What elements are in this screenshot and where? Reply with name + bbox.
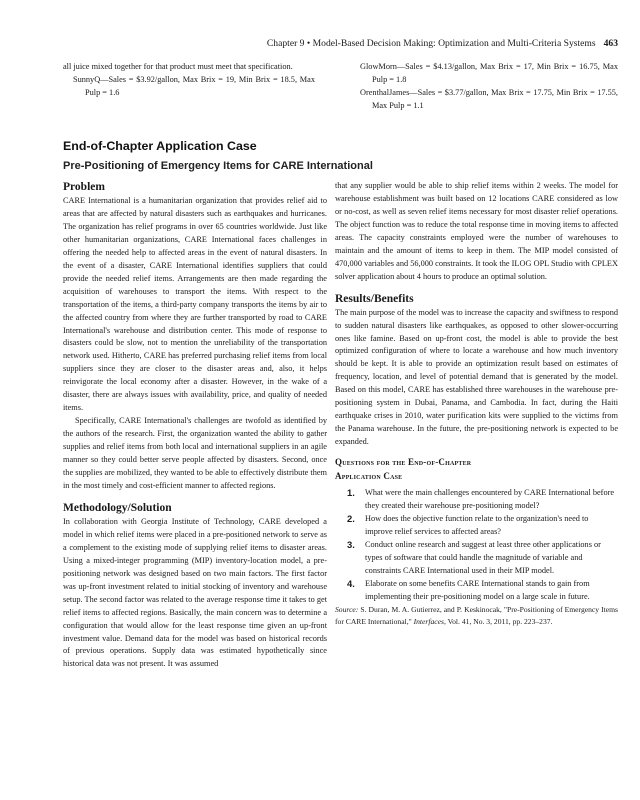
sunnyq-spec: SunnyQ—Sales = $3.92/gallon, Max Brix = 19, Min Brix = 18.5, Max Pulp = 1.6: [73, 74, 315, 97]
question-item: [335, 513, 618, 539]
top-right-column: [360, 61, 618, 113]
results-heading: Results/Benefits: [335, 292, 414, 305]
questions-list: [335, 487, 618, 604]
source-citation: [335, 604, 618, 628]
methodology-paragraph: In collaboration with Georgia Institute of Technology, CARE developed a model in which relief items were placed in a pre-positioned network to serve as a complement to the existing mode of supplying relief items to disaster areas. Using a mixed-integer programming (MIP) inventory-location model, a pre-positioning network was designed based on two main factors. The first factor was up-front investment related to initial stocking of inventory and warehouse setup. The second factor was related to the average response time it takes to get relief items to affected regions. Basically, the main concern was to determine a configuration that would allow for the least response time given an up-front investment value. Demand data for the model was based on historical records of previous operations. Supply data was estimated hypothetically since historical data was not present. It was assumed: [63, 516, 327, 669]
question-text: How does the objective function relate to the organization's need to improve relief services to affected areas?: [365, 514, 589, 536]
running-header: [60, 38, 618, 49]
orenthal-spec: OrenthalJames—Sales = $3.77/gallon, Max Brix = 17.75, Min Brix = 17.55, Max Pulp = 1.1: [360, 87, 618, 110]
glowmorn-spec: GlowMorn—Sales = $4.13/gallon, Max Brix = 17, Min Brix = 16.75, Max Pulp = 1.8: [360, 62, 618, 84]
question-number: 2.: [347, 513, 355, 525]
question-number: 1.: [347, 487, 355, 499]
methodology-heading: Methodology/Solution: [63, 501, 172, 514]
top-left-column: [63, 61, 315, 100]
problem-paragraph-1: CARE International is a humanitarian organization that provides relief aid to areas that are affected by natural disasters such as earthquakes and hurricanes. The organization has relief programs in over 65 countries worldwide. Just like other humanitarian organizations, CARE International faces challenges in offering the needed help to affected areas in the event of natural disasters. In the event of a disaster, CARE International identifies suppliers that could provide the needed relief items. Arrangements are then made regarding the acquisition of warehouses to transport the items. With respect to the transportation of the items, a third-party company transports the items by air to the affected country from where they are further transported by road to CARE International's warehouse and distribution center. This mode of response to disasters could be slow, not to mention the unreliability of the transportation network used. Hitherto, CARE has preferred purchasing relief items from local suppliers since they are closer to the disaster areas and, also, it helps reinvigorate the local economy after a disaster. However, in the wake of a disaster, there are always issues with availability, price, and quality of needed items.: [63, 196, 327, 413]
question-item: [335, 578, 618, 604]
running-title: Chapter 9 • Model-Based Decision Making: Optimization and Multi-Criteria Systems: [266, 38, 596, 49]
case-subtitle: Pre-Positioning of Emergency Items for CARE International: [63, 160, 373, 172]
question-text: What were the main challenges encountered by CARE International before they created their warehouse pre-positioning model?: [365, 488, 615, 511]
source-authors: S. Duran, M. A. Gutierrez, and P. Keskinocak, "Pre-Positioning of Emergency Items for CARE International,": [335, 604, 618, 626]
case-title: End-of-Chapter Application Case: [63, 139, 257, 153]
problem-heading: Problem: [63, 181, 105, 193]
questions-heading: [335, 455, 618, 483]
source-journal: Interfaces,: [413, 616, 446, 626]
left-column: [63, 180, 327, 671]
question-number: 4.: [347, 577, 355, 589]
page-number: 463: [603, 38, 618, 49]
methodology-continuation: that any supplier would be able to ship relief items within 2 weeks. The model for warehouse establishment was built based on 12 locations CARE considered as low or no-cost, as well as seven relief items necessary for most disaster relief operations. The object function was to reduce the total response time in moving items to affected areas. The capacity constraints employed were the number of warehouses to maintain and the amount of items to keep in them. The MIP model consisted of 470,000 variables and 56,000 constraints. It took the ILOG OPL Studio with CPLEX solver application about 4 hours to produce an optimal solution.: [335, 181, 618, 281]
question-item: [335, 539, 618, 578]
problem-paragraph-2: Specifically, CARE International's challenges are twofold as identified by the authors of the research. First, the organization wanted the ability to gather supplies and relief items from both local and international suppliers in an agile manner so they could better serve people affected by disasters. Second, once the supplies are mobilized, they wanted to be able to effectively distribute them in the most timely and cost-efficient manner to affected regions.: [63, 416, 327, 490]
results-paragraph: The main purpose of the model was to increase the capacity and swiftness to respond to sudden natural disasters like earthquakes, as opposed to other slower-occurring ones like famine. Based on up-front cost, the model is able to provide the best optimized configuration of where to locate a warehouse and how much inventory should be kept. It is able to provide an optimization result based on estimates of frequency, location, and level of potential demand that is generated by the model. Based on this model, CARE has established three warehouses in the warehouse pre-positioning system in Dubai, Panama, and Cambodia. In fact, during the Haiti earthquake crises in 2010, water purification kits were supplied to the victims from the Panama warehouse. In the future, the pre-positioning network is expected to be expanded.: [335, 307, 618, 447]
source-details: Vol. 41, No. 3, 2011, pp. 223–237.: [445, 616, 553, 626]
question-text: Elaborate on some benefits CARE International stands to gain from implementing their pre-positioning model on a large scale in future.: [365, 578, 590, 601]
question-text: Conduct online research and suggest at least three other applications or types of software that could handle the magnitude of variable and constraints CARE International used in their MIP model.: [365, 539, 601, 575]
questions-heading-line-1: Questions for the End-of-Chapter: [335, 457, 472, 468]
question-number: 3.: [347, 538, 355, 550]
source-label: Source:: [335, 604, 359, 614]
right-column: [335, 180, 618, 628]
question-item: [335, 487, 618, 513]
questions-heading-line-2: Application Case: [335, 471, 403, 482]
continuation-text: all juice mixed together for that product must meet that specification.: [63, 62, 293, 71]
